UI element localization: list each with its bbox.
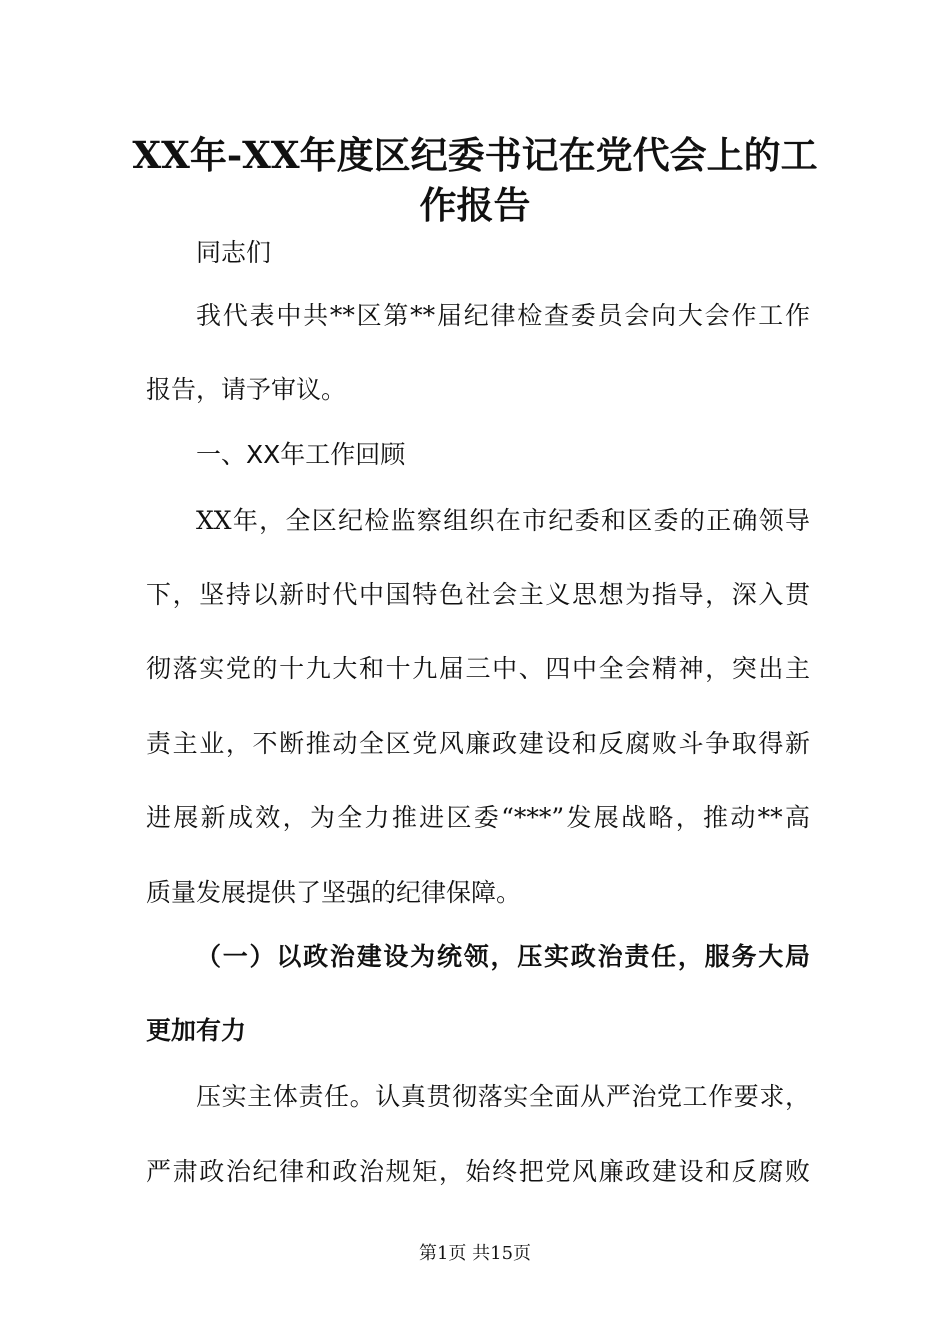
review-paragraph-line: XX年，全区纪检监察组织在市纪委和区委的正确领导 bbox=[196, 506, 810, 535]
body-paragraph-line: 严肃政治纪律和政治规矩，始终把党风廉政建设和反腐败 bbox=[146, 1157, 810, 1186]
subsection-heading-line: 更加有力 bbox=[146, 1016, 247, 1045]
intro-paragraph-line: 我代表中共**区第**届纪律检查委员会向大会作工作 bbox=[196, 301, 810, 330]
review-paragraph-line: 彻落实党的十九大和十九届三中、四中全会精神，突出主 bbox=[146, 654, 810, 683]
section-heading: 一、XX年工作回顾 bbox=[196, 440, 406, 469]
document-title-line2: 作报告 bbox=[419, 183, 531, 227]
intro-paragraph-line: 报告，请予审议。 bbox=[146, 375, 347, 404]
page-number-footer: 第1页 共15页 bbox=[418, 1243, 532, 1264]
review-paragraph-line: 进展新成效，为全力推进区委“***”发展战略，推动**高 bbox=[146, 803, 810, 832]
document-title-line1: XX年-XX年度区纪委书记在党代会上的工 bbox=[132, 133, 818, 177]
review-paragraph-line: 下，坚持以新时代中国特色社会主义思想为指导，深入贯 bbox=[146, 580, 810, 609]
body-paragraph-line: 压实主体责任。认真贯彻落实全面从严治党工作要求， bbox=[196, 1082, 810, 1111]
salutation: 同志们 bbox=[196, 238, 272, 267]
subsection-heading-line: （一）以政治建设为统领，压实政治责任，服务大局 bbox=[196, 942, 810, 971]
review-paragraph-line: 质量发展提供了坚强的纪律保障。 bbox=[146, 878, 522, 907]
review-paragraph-line: 责主业，不断推动全区党风廉政建设和反腐败斗争取得新 bbox=[146, 729, 810, 758]
